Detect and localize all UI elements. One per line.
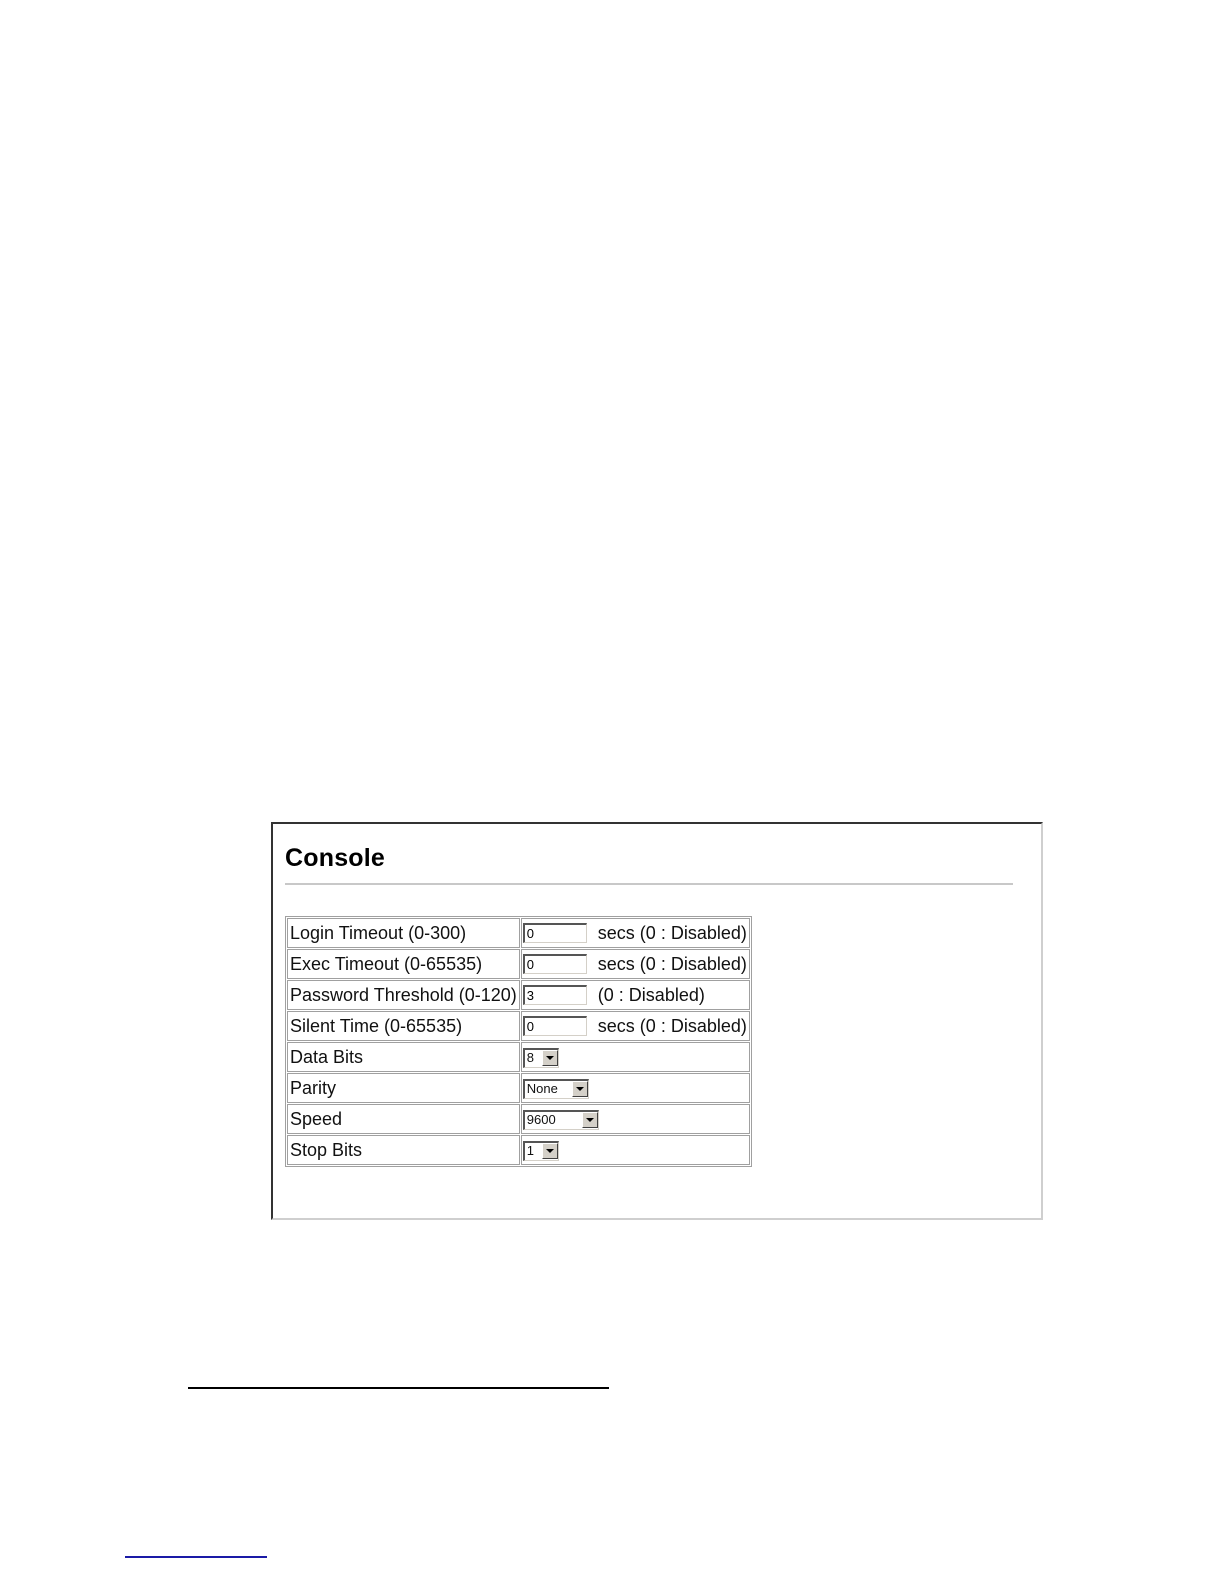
- table-row: [287, 980, 750, 1010]
- speed-cell: [521, 1104, 750, 1134]
- silent-time-input[interactable]: [523, 1016, 587, 1036]
- exec-timeout-input[interactable]: [523, 954, 587, 974]
- table-row: [287, 1135, 750, 1165]
- console-settings-table: [285, 916, 752, 1167]
- stop-bits-select[interactable]: [523, 1141, 559, 1161]
- password-threshold-input[interactable]: [523, 985, 587, 1005]
- footnote-separator: [188, 1387, 609, 1389]
- parity-label: Parity: [287, 1073, 520, 1103]
- silent-time-unit: secs (0 : Disabled): [597, 1015, 747, 1036]
- speed-value: 9600: [526, 1112, 556, 1128]
- login-timeout-label: Login Timeout (0-300): [287, 918, 520, 948]
- table-row: [287, 1104, 750, 1134]
- silent-time-label: Silent Time (0-65535): [287, 1011, 520, 1041]
- link-underline[interactable]: [125, 1556, 267, 1558]
- password-threshold-unit: (0 : Disabled): [597, 984, 705, 1005]
- page-title: Console: [285, 844, 386, 872]
- chevron-down-icon[interactable]: [542, 1143, 558, 1159]
- login-timeout-input[interactable]: [523, 923, 587, 943]
- data-bits-cell: [521, 1042, 750, 1072]
- table-row: [287, 949, 750, 979]
- password-threshold-label: Password Threshold (0-120): [287, 980, 520, 1010]
- table-row: [287, 918, 750, 948]
- exec-timeout-cell: [521, 949, 750, 979]
- silent-time-cell: [521, 1011, 750, 1041]
- table-row: [287, 1011, 750, 1041]
- parity-cell: [521, 1073, 750, 1103]
- table-row: [287, 1042, 750, 1072]
- exec-timeout-unit: secs (0 : Disabled): [597, 953, 747, 974]
- login-timeout-cell: [521, 918, 750, 948]
- title-divider: [285, 883, 1013, 885]
- speed-label: Speed: [287, 1104, 520, 1134]
- stop-bits-value: 1: [526, 1143, 535, 1159]
- login-timeout-unit: secs (0 : Disabled): [597, 922, 747, 943]
- chevron-down-icon[interactable]: [572, 1081, 588, 1097]
- parity-select[interactable]: [523, 1079, 589, 1099]
- data-bits-select[interactable]: [523, 1048, 559, 1068]
- console-panel: [271, 822, 1043, 1220]
- stop-bits-cell: [521, 1135, 750, 1165]
- stop-bits-label: Stop Bits: [287, 1135, 520, 1165]
- data-bits-value: 8: [526, 1050, 535, 1066]
- table-row: [287, 1073, 750, 1103]
- speed-select[interactable]: [523, 1110, 599, 1130]
- chevron-down-icon[interactable]: [582, 1112, 598, 1128]
- chevron-down-icon[interactable]: [542, 1050, 558, 1066]
- exec-timeout-label: Exec Timeout (0-65535): [287, 949, 520, 979]
- password-threshold-cell: [521, 980, 750, 1010]
- parity-value: None: [526, 1081, 558, 1097]
- data-bits-label: Data Bits: [287, 1042, 520, 1072]
